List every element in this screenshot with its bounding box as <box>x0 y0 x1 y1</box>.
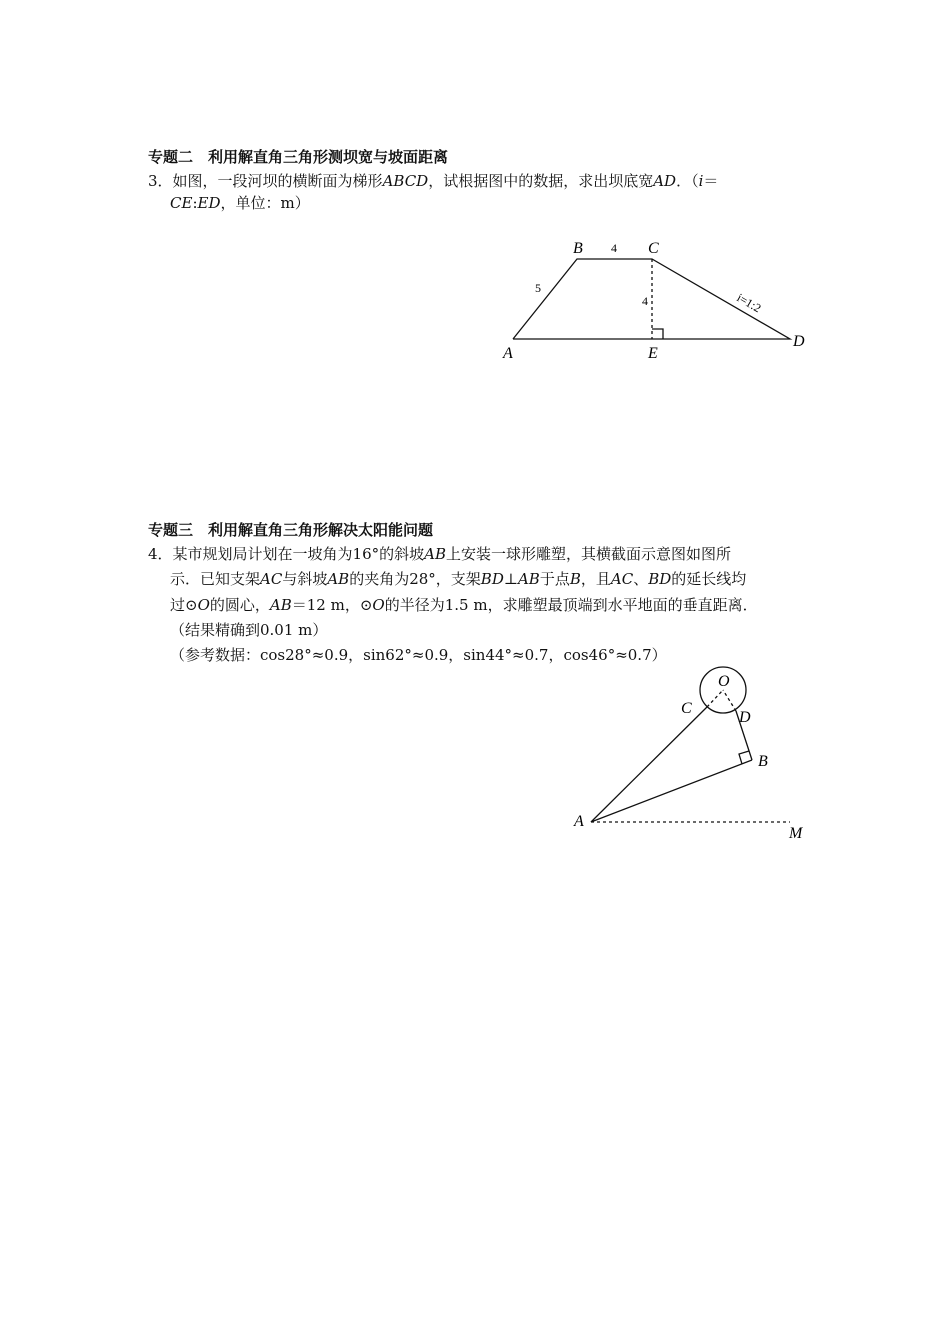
problem4-text: 的半径为1.5 m，求雕塑最顶端到水平地面的垂直距离． <box>384 596 758 614</box>
point-b: B <box>573 240 583 257</box>
var-ab: AB <box>517 570 540 588</box>
problem3-text: ＝ <box>703 172 719 190</box>
label-slope: i=1:2 <box>734 290 764 316</box>
var-abcd: ABCD <box>382 172 429 190</box>
problem4-text: ，且 <box>580 570 611 588</box>
support-ac <box>591 707 707 822</box>
label-ce: 4 <box>642 294 648 308</box>
var-o: O <box>197 596 210 614</box>
problem3-text: ．（ <box>676 172 699 190</box>
var-ab: AB <box>327 570 350 588</box>
problem4-text: 的夹角为28°，支架 <box>349 570 481 588</box>
point-d: D <box>793 333 805 350</box>
var-ac: AC <box>610 570 634 588</box>
var-i: i <box>698 172 704 190</box>
var-ed: ED <box>197 194 221 212</box>
perp-symbol: ⊥ <box>503 570 518 588</box>
var-ab: AB <box>424 545 446 563</box>
var-ce: CE <box>170 194 193 212</box>
point-c2: C <box>681 700 692 717</box>
point-a: A <box>503 345 513 362</box>
extension-do <box>723 690 736 711</box>
point-o: O <box>718 673 730 690</box>
extension-co <box>707 690 723 707</box>
point-m: M <box>789 825 803 842</box>
problem3-text: : <box>192 194 198 212</box>
point-c: C <box>648 240 659 257</box>
problem4-line4: （结果精确到0.01 m） <box>170 621 328 639</box>
problem4-text: 的延长线均 <box>671 570 747 588</box>
var-ad: AD <box>653 172 677 190</box>
problem3-number: 3． <box>148 172 173 190</box>
section2-heading: 专题二 利用解直角三角形测坝宽与坡面距离 <box>148 148 449 166</box>
section3-heading: 专题三 利用解直角三角形解决太阳能问题 <box>148 521 434 539</box>
problem3-text: ，试根据图中的数据，求出坝底宽 <box>428 172 654 190</box>
var-o: O <box>372 596 385 614</box>
problem4-text: 于点 <box>539 570 570 588</box>
problem4-line5: （参考数据：cos28°≈0.9，sin62°≈0.9，sin44°≈0.7，cos46°≈0.7） <box>170 646 667 664</box>
label-ab: 5 <box>535 281 541 295</box>
var-ab: AB <box>269 596 292 614</box>
problem4-text: ＝12 m，⊙ <box>291 596 373 614</box>
problem4-text: 示．已知支架 <box>170 570 261 588</box>
problem4-text: 过⊙ <box>170 596 198 614</box>
var-bd: BD <box>480 570 504 588</box>
problem4-text: 与斜坡 <box>282 570 328 588</box>
label-bc: 4 <box>611 241 617 255</box>
slope-ab <box>591 760 752 822</box>
var-bd: BD <box>648 570 672 588</box>
point-a2: A <box>574 813 584 830</box>
problem4-text: 的圆心， <box>209 596 270 614</box>
problem3-text: ，单位：m） <box>220 194 310 212</box>
problem4-number: 4． <box>148 545 173 563</box>
problem3-text: 如图，一段河坝的横断面为梯形 <box>172 172 383 190</box>
var-ac: AC <box>260 570 283 588</box>
point-b2: B <box>758 753 768 770</box>
problem4-text: 某市规划局计划在一坡角为16°的斜坡 <box>172 545 425 563</box>
point-e: E <box>648 345 658 362</box>
point-d2: D <box>739 709 751 726</box>
var-b: B <box>569 570 581 588</box>
problem4-text: 、 <box>633 570 649 588</box>
problem4-text: 上安装一球形雕塑，其横截面示意图如图所 <box>446 545 732 563</box>
